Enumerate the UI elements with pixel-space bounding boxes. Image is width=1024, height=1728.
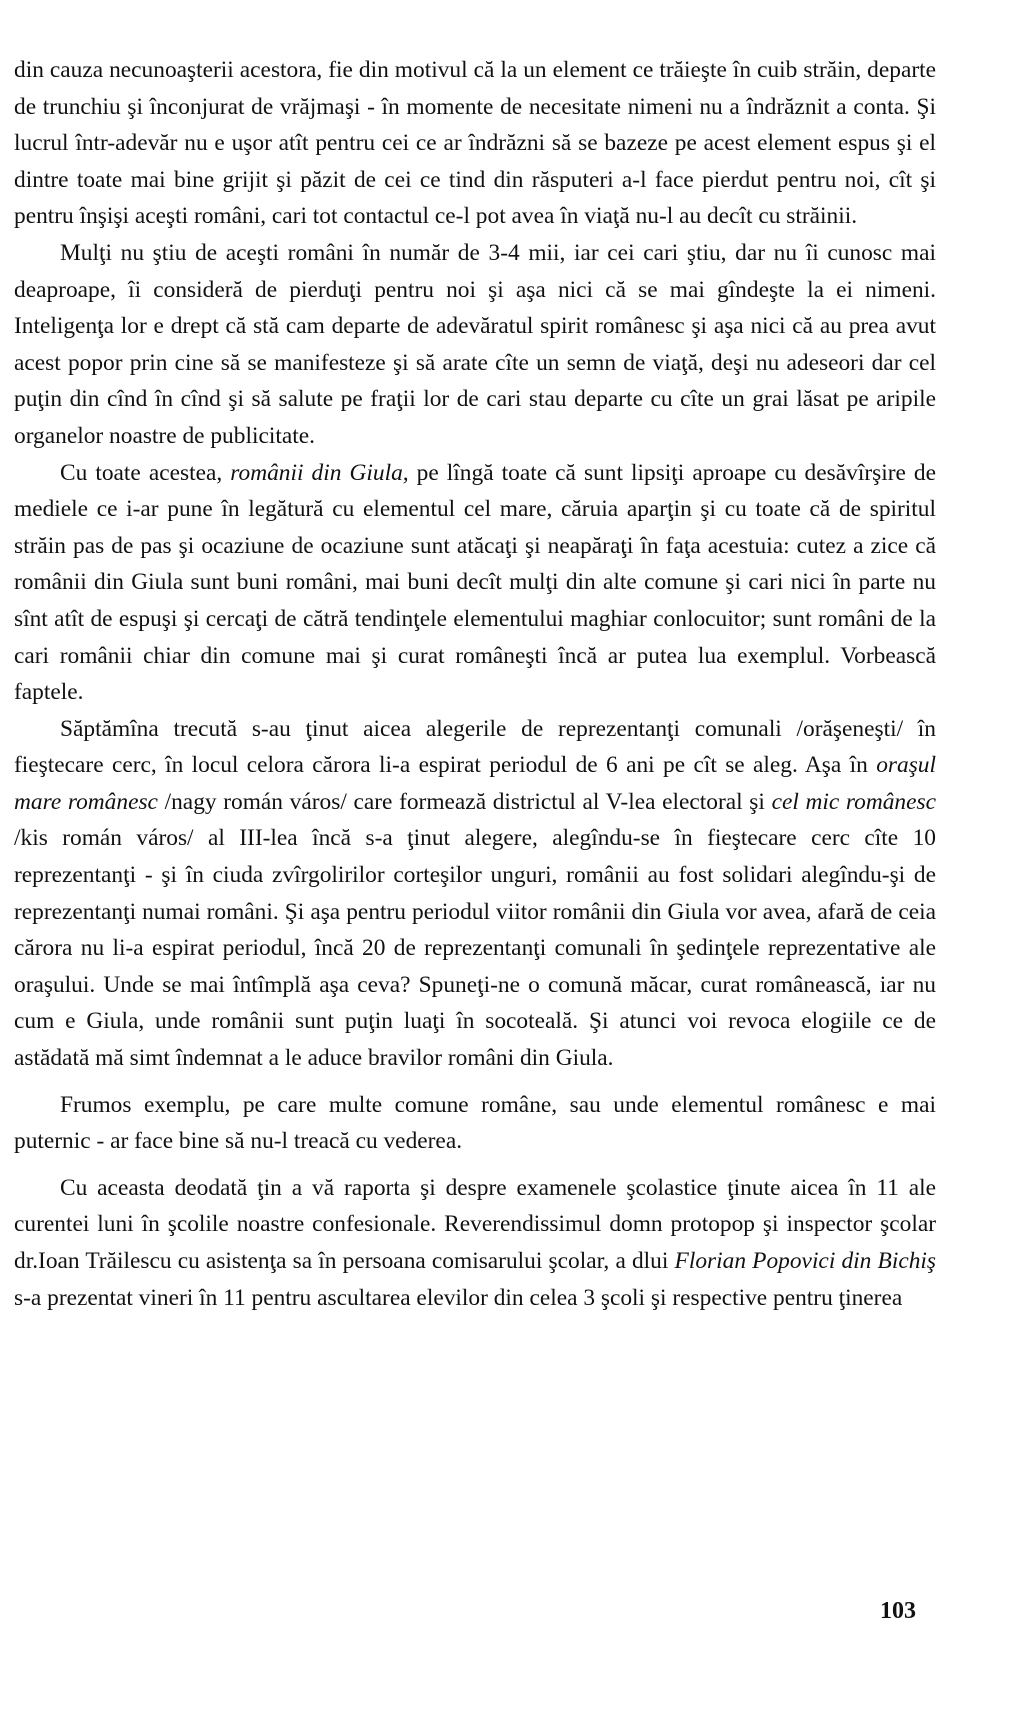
paragraph-2 — [14, 235, 936, 455]
paragraph-4-text-b: /nagy román város/ care formează districtul al V-lea electoral şi — [157, 788, 772, 815]
paragraph-4 — [14, 711, 936, 1077]
paragraph-4-text-a: Săptămîna trecută s-au ţinut aicea alegerile de reprezentanţi comunali /orăşeneşti/ în fieştecare cerc, în locul celora cărora li-a espirat periodul de 6 ani pe cît se aleg. Aşa în — [14, 715, 936, 779]
paragraph-1 — [14, 52, 936, 235]
paragraph-3-text-a: Cu toate acestea, — [60, 459, 231, 486]
document-body — [14, 52, 936, 1316]
paragraph-6 — [14, 1170, 936, 1316]
paragraph-4-italic-orasul-mare: oraşul mare românesc — [14, 752, 936, 815]
paragraph-1-text: din cauza necunoaşterii acestora, fie din motivul că la un element ce trăieşte în cuib străin, departe de trunchiu şi înconjurat de vrăjmaşi - în momente de necesitate nimeni nu a îndrăznit a conta. Şi lucrul într-adevăr nu e uşor atît pentru cei ce ar îndrăzni să se bazeze pe acest element espus şi el dintre toate mai bine grijit şi păzit de cei ce tind din răsputeri a-l face pierdut pentru noi, cît şi pentru înşişi aceşti români, cari tot contactul ce-l pot avea în viaţă nu-l au decît cu străinii. — [14, 57, 936, 230]
paragraph-6-italic-florian-popovici: Florian Popovici din Bichiş — [674, 1248, 936, 1274]
paragraph-2-text: Mulţi nu ştiu de aceşti români în număr de 3-4 mii, iar cei cari ştiu, dar nu îi cunosc mai deaproape, îi consideră de pierduţi pentru noi şi aşa nici că se mai gîndeşte la ei nimeni. Inteligenţa lor e drept că stă cam departe de adevăratul spirit românesc şi aşa nici că au prea avut acest popor prin cine să se manifesteze şi să arate cîte un semn de viaţă, deşi nu adeseori dar cel puţin din cînd în cînd şi să salute pe fraţii lor de cari stau departe cu cîte un grai lăsat pe aripile organelor noastre de publicitate. — [14, 239, 936, 449]
paragraph-3 — [14, 455, 936, 711]
paragraph-3-italic-romanii-din-giula: românii din Giula, — [230, 459, 409, 486]
paragraph-4-italic-cel-mic: cel mic românesc — [771, 788, 936, 815]
paragraph-3-text-b: pe lîngă toate că sunt lipsiţi aproape cu desăvîrşire de mediele ce i-ar pune în legătură cu elementul cel mare, căruia aparţin şi cu toate că de spiritul străin pas de pas şi ocaziune de ocaziune sunt atăcaţi şi neapăraţi în faţa acestuia: cutez a zice că românii din Giula sunt buni români, mai buni decît mulţi din alte comune şi cari nici în parte nu sînt atît de espuşi şi cercaţi de cătră tendinţele elementului maghiar conlocuitor; sunt români de la cari românii chiar din comune mai şi curat româneşti încă ar putea lua exemplul. Vorbească faptele. — [14, 459, 937, 706]
paragraph-5-text: Frumos exemplu, pe care multe comune române, sau unde elementul românesc e mai puternic - ar face bine să nu-l treacă cu vederea. — [14, 1091, 936, 1155]
paragraph-4-text-c: /kis román város/ al III-lea încă s-a ţinut alegere, alegîndu-se în fieştecare cerc cîte 10 reprezentanţi - şi în ciuda zvîrgolirilor corteşilor unguri, românii au fost solidari alegîndu-şi de reprezentanţi numai români. Şi aşa pentru periodul viitor românii din Giula vor avea, afară de ceia cărora nu li-a espirat periodul, încă 20 de reprezentanţi comunali în şedinţele reprezentative ale oraşului. Unde se mai întîmplă aşa ceva? Spuneţi-ne o comună măcar, curat românească, iar nu cum e Giula, unde românii sunt puţin luaţi în socoteală. Şi atunci voi revoca elogiile ce de astădată mă simt îndemnat a le aduce bravilor români din Giula. — [14, 825, 936, 1072]
paragraph-6-text-b: s-a prezentat vineri în 11 pentru ascultarea elevilor din celea 3 şcoli şi respective pentru ţinerea — [14, 1284, 903, 1311]
paragraph-5 — [14, 1087, 936, 1160]
page-number: 103 — [880, 1598, 916, 1624]
paragraph-6-text-a: Cu aceasta deodată ţin a vă raporta şi despre examenele şcolastice ţinute aicea în 11 ale curentei luni în şcolile noastre confesionale. Reverendissimul domn protopop şi inspector şcolar dr.Ioan Trăilescu cu asistenţa sa în persoana comisarului şcolar, a dlui — [14, 1174, 936, 1274]
